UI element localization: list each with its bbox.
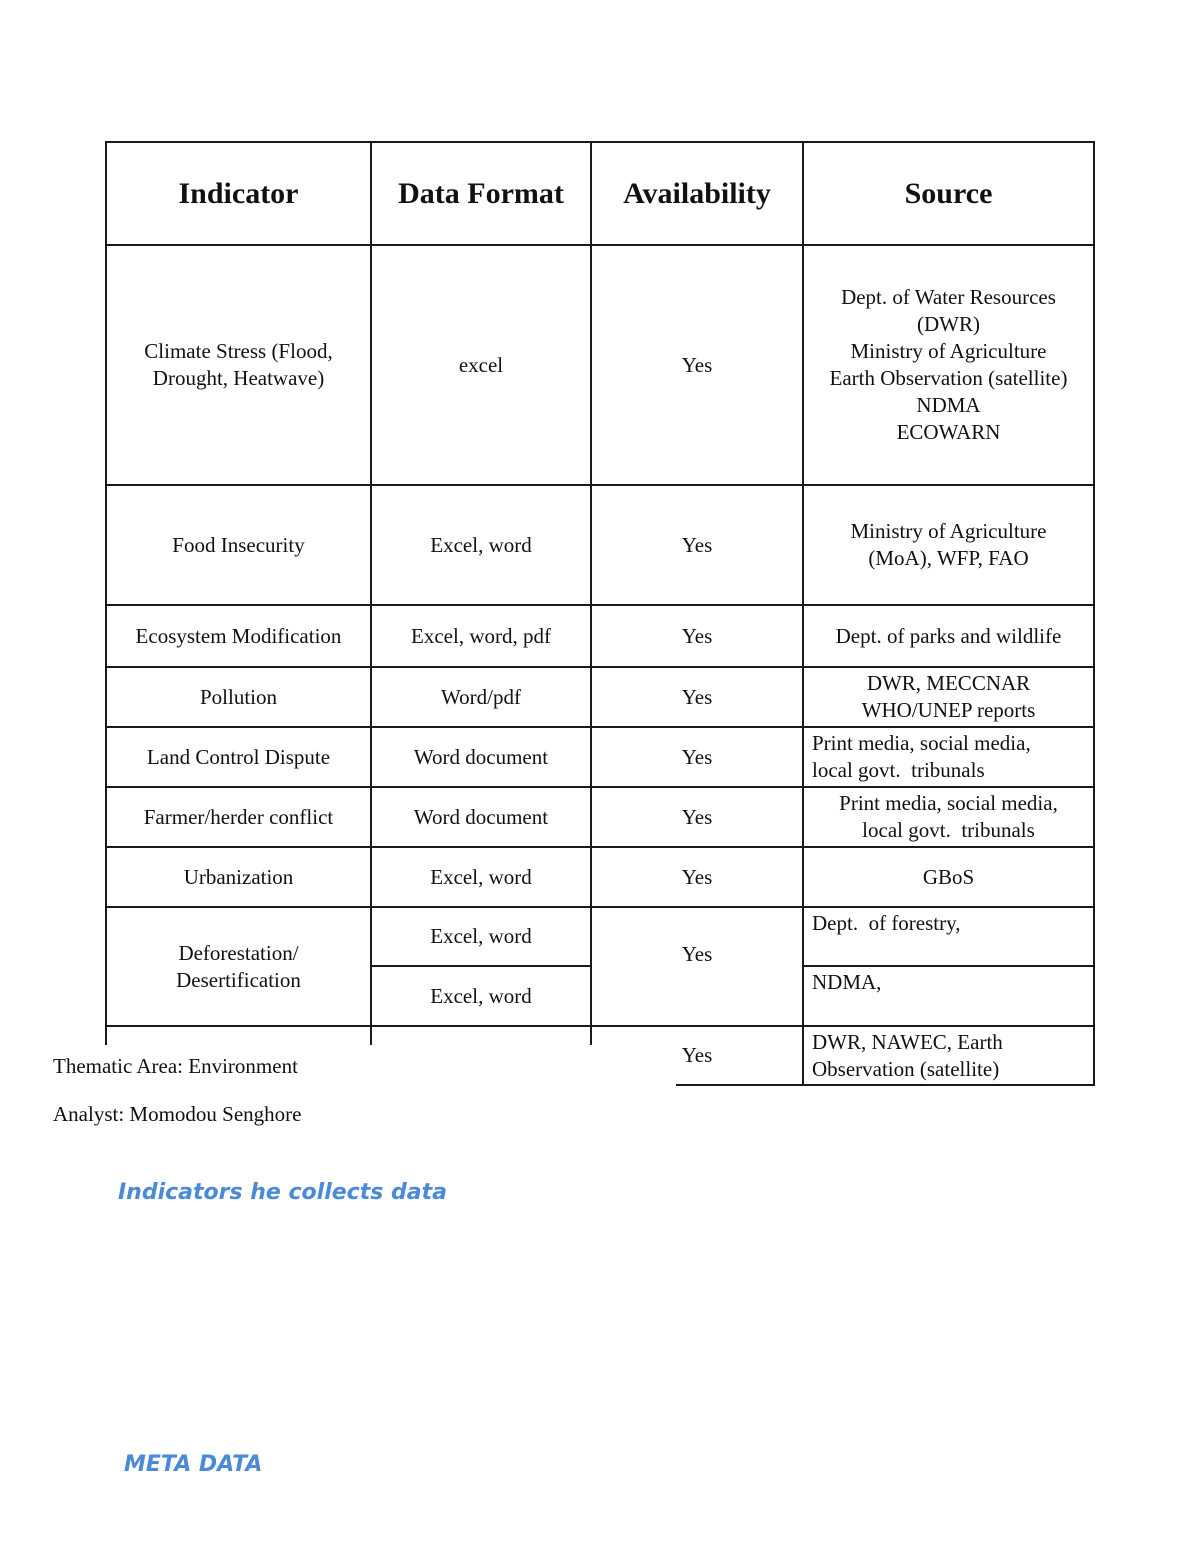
cell-indicator: Urbanization <box>183 864 294 889</box>
header-data-format: Data Format <box>398 176 564 210</box>
cell-availability: Yes <box>681 941 713 966</box>
cell-source: Print media, social media, local govt. tribunals <box>812 731 1031 782</box>
cell-data-format: Excel, word <box>430 983 532 1008</box>
cell-indicator: Climate Stress (Flood, Drought, Heatwave) <box>144 339 333 390</box>
cell-source: NDMA, <box>812 970 882 994</box>
cell-data-format: excel <box>458 352 504 377</box>
cell-data-format: Excel, word <box>430 532 532 557</box>
cell-availability: Yes <box>681 744 713 769</box>
indicators-heading: Indicators he collects data <box>118 1180 447 1205</box>
cell-availability: Yes <box>681 623 713 648</box>
cell-indicator: Deforestation/ Desertification <box>176 940 301 992</box>
cell-source: Ministry of Agriculture (MoA), WFP, FAO <box>850 519 1047 570</box>
header-indicator: Indicator <box>178 176 299 210</box>
table-rule <box>676 1084 1095 1086</box>
cell-source: GBoS <box>922 864 975 889</box>
cell-indicator: Food Insecurity <box>172 532 305 557</box>
cell-source: Print media, social media, local govt. tribunals <box>839 791 1058 842</box>
cell-availability: Yes <box>681 864 713 889</box>
meta-data-heading: META DATA <box>124 1452 263 1477</box>
cell-data-format: Excel, word <box>430 864 532 889</box>
cell-source: Dept. of Water Resources (DWR) Ministry of Agriculture Earth Observation (satellite) NDMA ECOWARN <box>829 285 1068 444</box>
cell-data-format: Word/pdf <box>441 684 521 709</box>
cell-source: Dept. of parks and wildlife <box>835 623 1062 648</box>
cell-data-format: Excel, word, pdf <box>411 623 551 648</box>
cell-source: Dept. of forestry, <box>812 911 961 935</box>
cell-source: DWR, MECCNAR WHO/UNEP reports <box>861 671 1036 722</box>
table-rule <box>1093 141 1095 1086</box>
cell-indicator: Land Control Dispute <box>146 744 331 769</box>
cell-availability: Yes <box>681 532 713 557</box>
analyst-label: Analyst: Momodou Senghore <box>53 1102 302 1126</box>
cell-data-format: Word document <box>413 804 549 829</box>
cell-indicator: Farmer/herder conflict <box>143 804 334 829</box>
header-source: Source <box>904 176 993 210</box>
cell-data-format: Word document <box>413 744 549 769</box>
cell-indicator: Ecosystem Modification <box>135 623 342 648</box>
cell-indicator: Pollution <box>199 684 278 709</box>
cell-data-format: Excel, word <box>430 924 532 948</box>
header-availability: Availability <box>623 176 771 210</box>
cell-source: DWR, NAWEC, Earth Observation (satellite) <box>812 1029 1003 1081</box>
thematic-area-label: Thematic Area: Environment <box>53 1054 298 1078</box>
cell-availability: Yes <box>681 684 713 709</box>
cell-availability: Yes <box>681 1043 713 1067</box>
cell-availability: Yes <box>681 352 713 377</box>
cell-availability: Yes <box>681 804 713 829</box>
